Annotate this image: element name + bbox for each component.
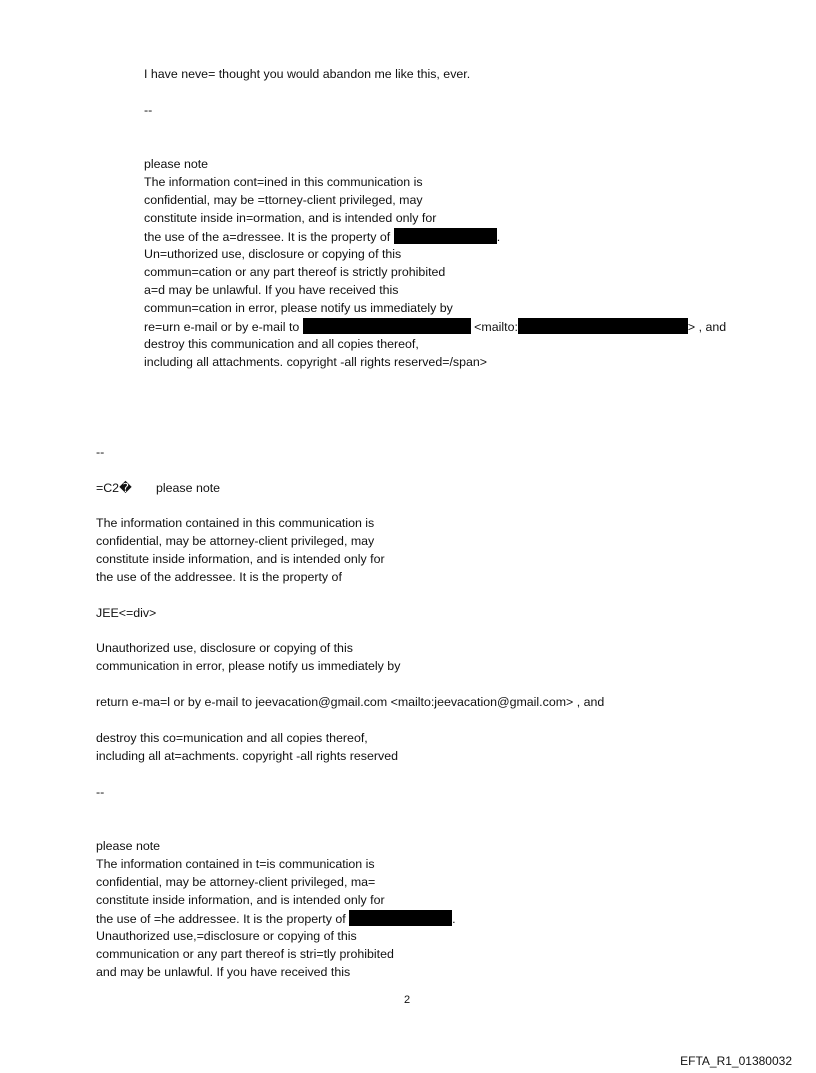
disclaimer-line: constitute inside information, and is intended only for	[96, 552, 385, 566]
redaction-box	[349, 910, 452, 926]
disclaimer-text: the use of the a=dressee. It is the property of	[144, 230, 394, 244]
disclaimer-line: commun=cation in error, please notify us immediately by	[144, 301, 453, 315]
disclaimer-line: including all at=achments. copyright -all rights reserved	[96, 749, 398, 763]
disclaimer-line: including all attachments. copyright -all rights reserved=/span>	[144, 355, 487, 369]
disclaimer-line: return e-ma=l or by e-mail to jeevacation@gmail.com <mailto:jeevacation@gmail.com> , and	[96, 695, 605, 709]
signature-separator: --	[96, 445, 105, 459]
disclaimer-line	[96, 910, 456, 929]
disclaimer-line: a=d may be unlawful. If you have received this	[144, 283, 399, 297]
disclaimer-heading: please note	[96, 839, 161, 853]
disclaimer-line: Unauthorized use, disclosure or copying of this	[96, 641, 353, 655]
disclaimer-line: destroy this communication and all copies thereof,	[144, 337, 419, 351]
disclaimer-line: commun=cation or any part thereof is strictly prohibited	[144, 265, 446, 279]
disclaimer-line: communication in error, please notify us immediately by	[96, 659, 401, 673]
disclaimer-text: the use of =he addressee. It is the property of	[96, 912, 350, 926]
disclaimer-heading: please note	[144, 157, 209, 171]
redaction-box	[518, 318, 688, 334]
encoded-prefix: =C2�	[96, 481, 132, 495]
disclaimer-line: constitute inside in=ormation, and is intended only for	[144, 211, 437, 225]
disclaimer-line: destroy this co=munication and all copies thereof,	[96, 731, 368, 745]
disclaimer-line: confidential, may be attorney-client privileged, may	[96, 534, 375, 548]
disclaimer-text: > , and	[687, 320, 727, 334]
disclaimer-line: communication or any part thereof is stri=tly prohibited	[96, 947, 394, 961]
reply-line: I have neve= thought you would abandon me like this, ever.	[144, 67, 471, 81]
disclaimer-text: .	[452, 912, 456, 926]
disclaimer-line: the use of the addressee. It is the property of	[96, 570, 342, 584]
signature-separator: --	[96, 785, 105, 799]
redaction-box	[394, 228, 497, 244]
disclaimer-text: re=urn e-mail or by e-mail to	[144, 320, 303, 334]
disclaimer-line	[144, 228, 500, 247]
disclaimer-line: confidential, may be attorney-client privileged, ma=	[96, 875, 376, 889]
disclaimer-line: and may be unlawful. If you have received this	[96, 965, 351, 979]
page-number: 2	[404, 994, 411, 1006]
disclaimer-line: The information contained in t=is communication is	[96, 857, 375, 871]
signature-separator: --	[144, 103, 153, 117]
disclaimer-line: Un=uthorized use, disclosure or copying of this	[144, 247, 402, 261]
disclaimer-line	[144, 318, 726, 337]
disclaimer-line: The information cont=ined in this communication is	[144, 175, 423, 189]
disclaimer-heading: please note	[156, 481, 221, 495]
bates-number: EFTA_R1_01380032	[680, 1054, 792, 1068]
disclaimer-line: The information contained in this communication is	[96, 516, 375, 530]
disclaimer-line: JEE<=div>	[96, 606, 157, 620]
disclaimer-text: <mailto:	[470, 320, 518, 334]
disclaimer-text: .	[496, 230, 501, 244]
disclaimer-line: confidential, may be =ttorney-client privileged, may	[144, 193, 423, 207]
disclaimer-line: Unauthorized use,=disclosure or copying of this	[96, 929, 357, 943]
disclaimer-line: constitute inside information, and is intended only for	[96, 893, 385, 907]
redaction-box	[303, 318, 471, 334]
